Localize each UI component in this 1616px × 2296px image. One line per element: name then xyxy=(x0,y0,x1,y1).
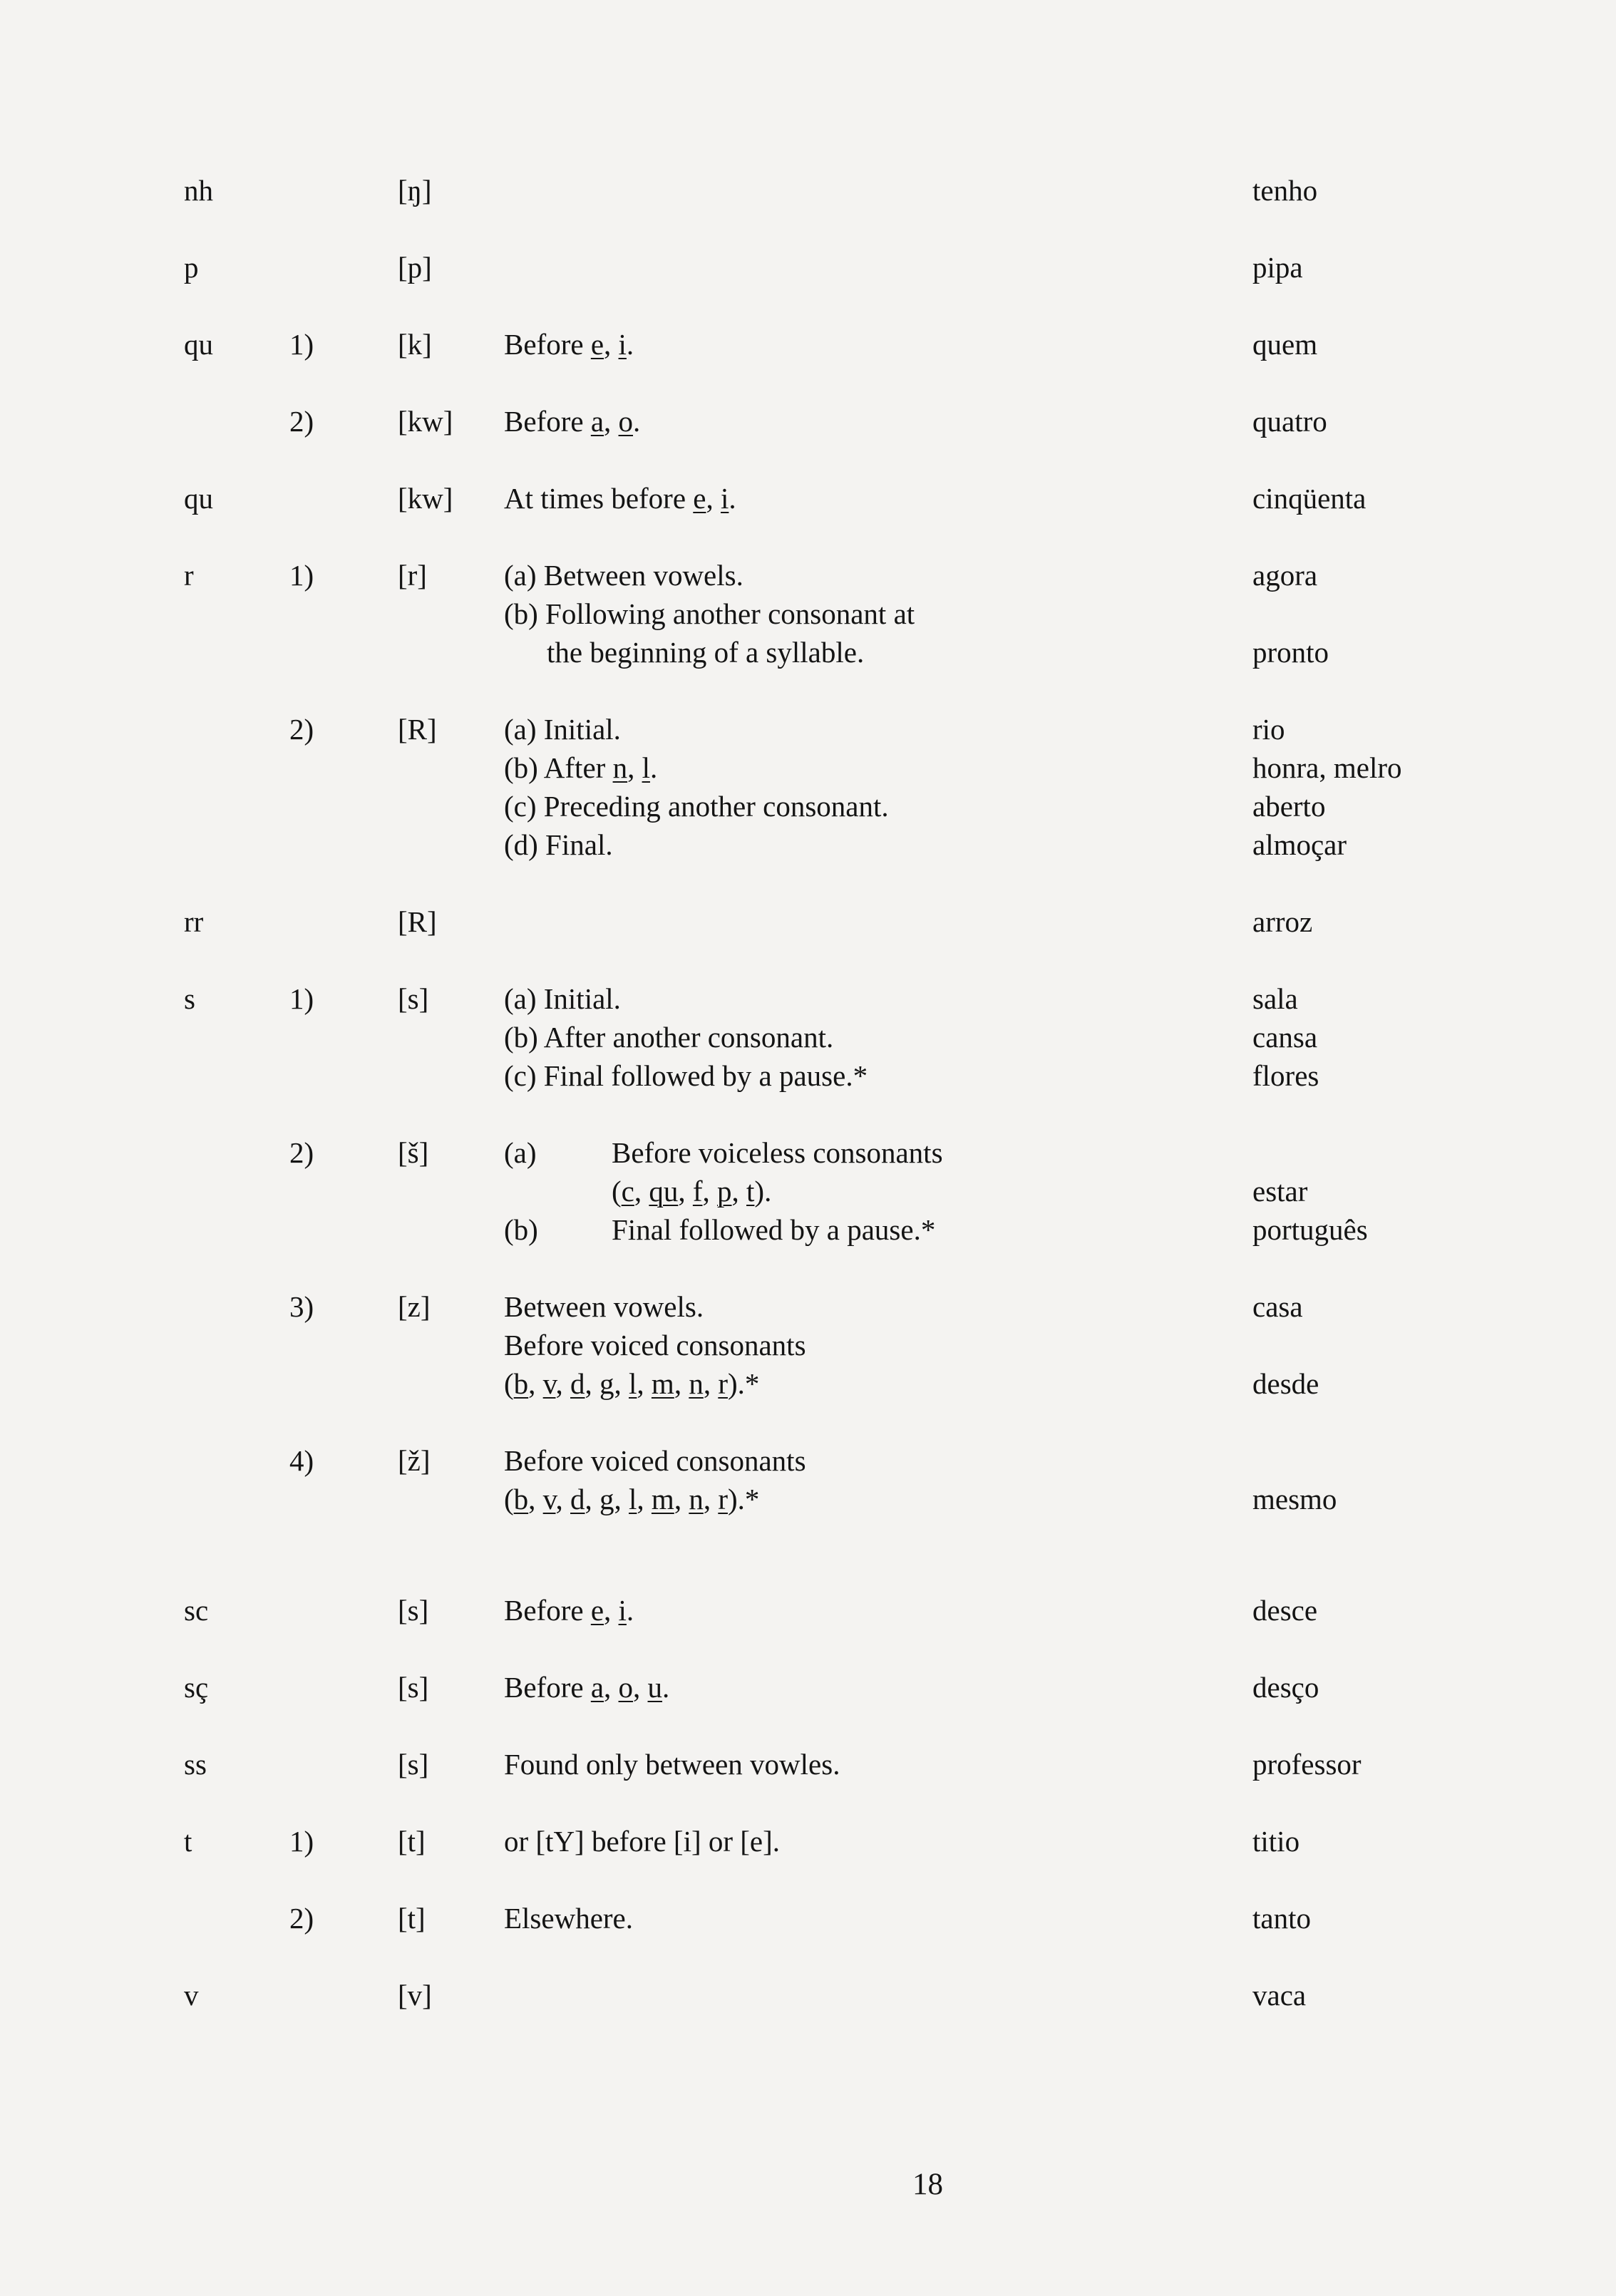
underlined-letter: b xyxy=(513,1367,529,1400)
underlined-letter: u xyxy=(647,1671,663,1704)
example-word: estar xyxy=(1252,1175,1308,1208)
sound-value: [R] xyxy=(398,905,437,938)
underlined-letter: t xyxy=(746,1175,755,1208)
spelling-cell: s xyxy=(184,982,195,1015)
sound-value: [r] xyxy=(398,559,427,592)
underlined-letter: g xyxy=(599,1483,614,1515)
page-number: 18 xyxy=(912,2168,943,2201)
description: (d) Final. xyxy=(504,828,613,861)
text-segment: , xyxy=(637,1367,652,1400)
underlined-letter: r xyxy=(718,1367,728,1400)
example-word: cansa xyxy=(1252,1021,1318,1054)
underlined-letter: n xyxy=(612,751,628,784)
underlined-letter: o xyxy=(618,1671,634,1704)
example-word: cinqüenta xyxy=(1252,482,1367,515)
text-segment: , xyxy=(528,1367,543,1400)
variant-number: 1) xyxy=(289,559,314,592)
text-segment: , xyxy=(604,405,619,438)
underlined-letter: p xyxy=(717,1175,732,1208)
sound-value: [kw] xyxy=(398,482,453,515)
text-segment: , xyxy=(703,1483,719,1515)
text-segment: , xyxy=(637,1483,652,1515)
example-word: desce xyxy=(1252,1594,1318,1627)
description-detail xyxy=(612,1172,771,1210)
sound-value: [v] xyxy=(398,1979,432,2012)
underlined-letter: n xyxy=(689,1367,704,1400)
underlined-letter: v xyxy=(542,1367,556,1400)
sound-value: [s] xyxy=(398,982,429,1015)
description-continued: the beginning of a syllable. xyxy=(547,636,865,669)
sound-value: [ŋ] xyxy=(398,174,432,207)
text-segment: . xyxy=(662,1671,670,1704)
description: (b) Following another consonant at xyxy=(504,597,915,630)
text-segment: . xyxy=(649,751,658,784)
description xyxy=(504,1591,634,1630)
underlined-letter: i xyxy=(618,1594,627,1627)
underlined-letter: f xyxy=(692,1175,703,1208)
text-segment: , xyxy=(528,1483,543,1515)
example-word: tanto xyxy=(1252,1902,1311,1935)
description xyxy=(504,1364,759,1403)
text-segment: . xyxy=(626,1594,634,1627)
description: (a) Between vowels. xyxy=(504,559,743,592)
spelling-cell: sç xyxy=(184,1671,209,1704)
text-segment: . xyxy=(626,328,634,361)
text-segment: , xyxy=(731,1175,747,1208)
description: (b) xyxy=(504,1213,538,1246)
spelling-cell: t xyxy=(184,1825,192,1858)
sound-value: [s] xyxy=(398,1594,429,1627)
description-detail: Before voiceless consonants xyxy=(612,1136,943,1169)
example-word: titio xyxy=(1252,1825,1300,1858)
example-word: aberto xyxy=(1252,790,1326,823)
variant-number: 2) xyxy=(289,713,314,746)
text-segment: , xyxy=(633,1671,648,1704)
underlined-letter: d xyxy=(570,1483,585,1515)
text-segment: ( xyxy=(504,1483,514,1515)
example-word: tenho xyxy=(1252,174,1318,207)
description: (a) xyxy=(504,1136,537,1169)
example-word: pipa xyxy=(1252,251,1303,284)
text-segment: ( xyxy=(504,1367,514,1400)
underlined-letter: r xyxy=(718,1483,728,1515)
text-segment: Before xyxy=(504,1671,591,1704)
spelling-cell: p xyxy=(184,251,199,284)
text-segment: ).* xyxy=(727,1367,760,1400)
description xyxy=(504,1480,759,1518)
variant-number: 1) xyxy=(289,328,314,361)
text-segment: , xyxy=(614,1483,629,1515)
variant-number: 2) xyxy=(289,405,314,438)
underlined-letter: e xyxy=(590,1594,604,1627)
text-segment: , xyxy=(614,1367,629,1400)
variant-number: 2) xyxy=(289,1136,314,1169)
sound-value: [z] xyxy=(398,1290,431,1323)
text-segment: , xyxy=(702,1175,718,1208)
text-segment: , xyxy=(634,1175,649,1208)
spelling-cell: rr xyxy=(184,905,204,938)
example-word: rio xyxy=(1252,713,1285,746)
underlined-letter: v xyxy=(542,1483,556,1515)
text-segment: , xyxy=(706,482,721,515)
variant-number: 1) xyxy=(289,1825,314,1858)
description: Elsewhere. xyxy=(504,1902,633,1935)
text-segment: ( xyxy=(612,1175,622,1208)
text-segment: Before xyxy=(504,405,591,438)
description xyxy=(504,325,634,364)
example-word: casa xyxy=(1252,1290,1303,1323)
example-word: flores xyxy=(1252,1059,1319,1092)
example-word: desço xyxy=(1252,1671,1319,1704)
example-word: quem xyxy=(1252,328,1318,361)
underlined-letter: l xyxy=(642,751,650,784)
example-word: português xyxy=(1252,1213,1368,1246)
sound-value: [kw] xyxy=(398,405,453,438)
text-segment: , xyxy=(555,1483,570,1515)
text-segment: , xyxy=(703,1367,719,1400)
text-segment: , xyxy=(674,1483,689,1515)
description: Before voiced consonants xyxy=(504,1444,806,1477)
text-segment: . xyxy=(633,405,641,438)
variant-number: 3) xyxy=(289,1290,314,1323)
text-segment: , xyxy=(604,328,619,361)
example-word: vaca xyxy=(1252,1979,1307,2012)
underlined-letter: l xyxy=(629,1483,637,1515)
sound-value: [p] xyxy=(398,251,432,284)
text-segment: , xyxy=(585,1483,599,1515)
spelling-cell: nh xyxy=(184,174,213,207)
text-segment: , xyxy=(604,1594,619,1627)
description: Between vowels. xyxy=(504,1290,704,1323)
text-segment: , xyxy=(555,1367,570,1400)
example-word: almoçar xyxy=(1252,828,1347,861)
sound-value: [s] xyxy=(398,1748,429,1781)
underlined-letter: c xyxy=(621,1175,634,1208)
sound-value: [t] xyxy=(398,1902,426,1935)
spelling-cell: sc xyxy=(184,1594,209,1627)
underlined-letter: i xyxy=(720,482,729,515)
text-segment: At times before xyxy=(504,482,694,515)
example-word: desde xyxy=(1252,1367,1319,1400)
underlined-letter: n xyxy=(689,1483,704,1515)
text-segment: , xyxy=(674,1367,689,1400)
example-word: arroz xyxy=(1252,905,1313,938)
example-word: agora xyxy=(1252,559,1318,592)
spelling-cell: qu xyxy=(184,328,213,361)
underlined-letter: qu xyxy=(649,1175,679,1208)
variant-number: 4) xyxy=(289,1444,314,1477)
example-word: mesmo xyxy=(1252,1483,1337,1515)
spelling-cell: ss xyxy=(184,1748,207,1781)
sound-value: [k] xyxy=(398,328,432,361)
text-segment: , xyxy=(585,1367,599,1400)
example-word: professor xyxy=(1252,1748,1362,1781)
underlined-letter: l xyxy=(629,1367,637,1400)
description: (a) Initial. xyxy=(504,713,621,746)
description: Found only between vowles. xyxy=(504,1748,840,1781)
example-word: quatro xyxy=(1252,405,1327,438)
spelling-cell: v xyxy=(184,1979,199,2012)
underlined-letter: d xyxy=(570,1367,585,1400)
text-segment: Before xyxy=(504,328,591,361)
description: Before voiced consonants xyxy=(504,1329,806,1361)
underlined-letter: e xyxy=(590,328,604,361)
underlined-letter: a xyxy=(590,1671,604,1704)
sound-value: [t] xyxy=(398,1825,426,1858)
sound-value: [ž] xyxy=(398,1444,431,1477)
text-segment: ). xyxy=(754,1175,772,1208)
underlined-letter: a xyxy=(590,405,604,438)
text-segment: , xyxy=(678,1175,693,1208)
underlined-letter: b xyxy=(513,1483,529,1515)
underlined-letter: m xyxy=(651,1367,674,1400)
example-word: sala xyxy=(1252,982,1298,1015)
description-detail: Final followed by a pause.* xyxy=(612,1213,936,1246)
description xyxy=(504,748,657,787)
description: or [tY] before [i] or [e]. xyxy=(504,1825,781,1858)
underlined-letter: g xyxy=(599,1367,614,1400)
sound-value: [s] xyxy=(398,1671,429,1704)
text-segment: ).* xyxy=(727,1483,760,1515)
spelling-cell: r xyxy=(184,559,194,592)
sound-value: [š] xyxy=(398,1136,429,1169)
underlined-letter: o xyxy=(618,405,634,438)
example-word: pronto xyxy=(1252,636,1329,669)
text-segment: (b) After xyxy=(504,751,613,784)
description: (a) Initial. xyxy=(504,982,621,1015)
variant-number: 2) xyxy=(289,1902,314,1935)
text-segment: Before xyxy=(504,1594,591,1627)
description xyxy=(504,1668,669,1706)
spelling-cell: qu xyxy=(184,482,213,515)
underlined-letter: m xyxy=(651,1483,674,1515)
underlined-letter: i xyxy=(618,328,627,361)
text-segment: , xyxy=(604,1671,619,1704)
description: (c) Preceding another consonant. xyxy=(504,790,889,823)
sound-value: [R] xyxy=(398,713,437,746)
text-segment: . xyxy=(729,482,736,515)
example-word: honra, melro xyxy=(1252,751,1402,784)
underlined-letter: e xyxy=(693,482,706,515)
description: (b) After another consonant. xyxy=(504,1021,834,1054)
description xyxy=(504,402,640,441)
text-segment: , xyxy=(627,751,642,784)
description: (c) Final followed by a pause.* xyxy=(504,1059,868,1092)
variant-number: 1) xyxy=(289,982,314,1015)
description xyxy=(504,479,736,518)
